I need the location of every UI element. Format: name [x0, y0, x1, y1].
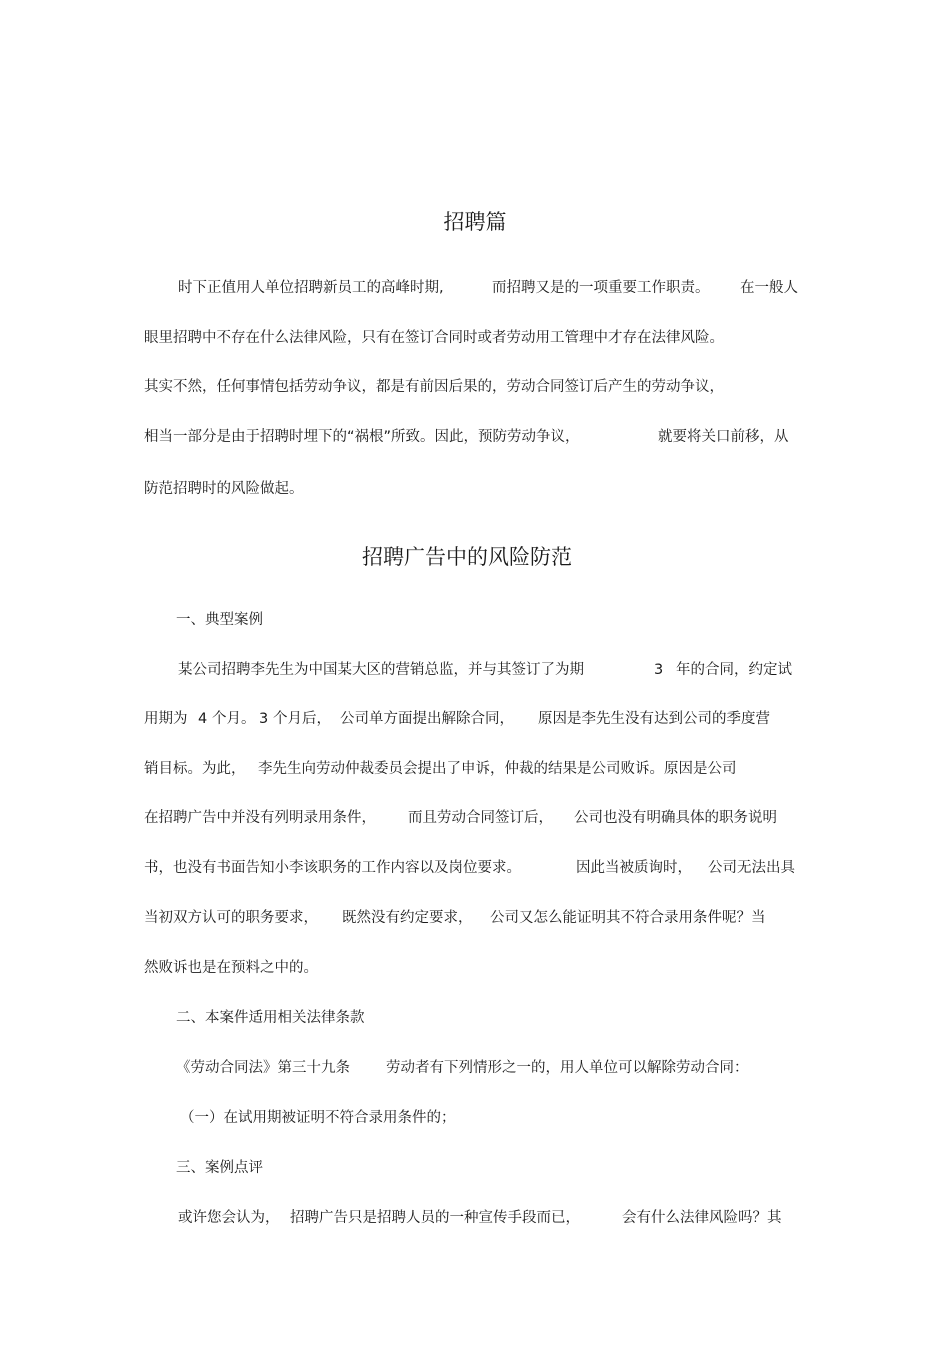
law-line-1-part-a: 《劳动合同法》第三十九条: [176, 1060, 350, 1076]
heading-typical-case: 一、典型案例: [176, 612, 263, 628]
intro-line-1-part-a: 时下正值用人单位招聘新员工的高峰时期,: [178, 280, 444, 296]
case-line-1-part-c: 年的合同，约定试: [676, 662, 792, 678]
intro-line-1-part-b: 而招聘又是的一项重要工作职责。: [492, 280, 710, 296]
case-line-2-part-a: 用期为: [144, 711, 188, 727]
case-line-1-part-b: 3: [654, 662, 664, 678]
case-line-5-part-b: 因此当被质询时，: [576, 860, 692, 876]
intro-line-2: 眼里招聘中不存在什么法律风险，只有在签订合同时或者劳动用工管理中才存在法律风险。: [144, 330, 724, 346]
case-line-4-part-a: 在招聘广告中并没有列明录用条件，: [144, 810, 376, 826]
section-title: 招聘广告中的风险防范: [362, 545, 572, 569]
case-line-1-part-a: 某公司招聘李先生为中国某大区的营销总监，并与其签订了为期: [178, 662, 584, 678]
case-line-2-part-f: 公司单方面提出解除合同，: [340, 711, 514, 727]
case-line-4-part-b: 而且劳动合同签订后，: [408, 810, 553, 826]
case-line-5-part-a: 书，也没有书面告知小李该职务的工作内容以及岗位要求。: [144, 860, 521, 876]
law-line-1-part-b: 劳动者有下列情形之一的，用人单位可以解除劳动合同：: [386, 1060, 749, 1076]
case-line-2-part-c: 个月。: [212, 711, 256, 727]
case-line-4-part-c: 公司也没有明确具体的职务说明: [574, 810, 777, 826]
intro-line-4-part-b: 就要将关口前移，从: [658, 429, 789, 445]
case-line-6-part-c: 公司又怎么能证明其不符合录用条件呢？当: [490, 910, 766, 926]
case-line-6-part-a: 当初双方认可的职务要求，: [144, 910, 318, 926]
law-line-2: （一）在试用期被证明不符合录用条件的；: [180, 1110, 456, 1126]
intro-line-4-part-a: 相当一部分是由于招聘时埋下的“祸根”所致。因此，预防劳动争议，: [144, 429, 580, 445]
case-line-2-part-g: 原因是李先生没有达到公司的季度营: [538, 711, 770, 727]
intro-line-3: 其实不然，任何事情包括劳动争议，都是有前因后果的，劳动合同签订后产生的劳动争议，: [144, 379, 724, 395]
case-line-7: 然败诉也是在预料之中的。: [144, 960, 318, 976]
intro-line-1-part-c: 在一般人: [740, 280, 798, 296]
case-line-6-part-b: 既然没有约定要求，: [342, 910, 473, 926]
document-title: 招聘篇: [443, 210, 507, 234]
review-line-1-part-a: 或许您会认为，: [178, 1210, 280, 1226]
heading-applicable-law: 二、本案件适用相关法律条款: [176, 1010, 365, 1026]
review-line-1-part-b: 招聘广告只是招聘人员的一种宣传手段而已，: [290, 1210, 580, 1226]
case-line-3-part-b: 李先生向劳动仲裁委员会提出了申诉，仲裁的结果是公司败诉。原因是公司: [258, 761, 737, 777]
case-line-3-part-a: 销目标。为此，: [144, 761, 246, 777]
case-line-2-part-b: 4: [198, 711, 208, 727]
case-line-5-part-c: 公司无法出具: [708, 860, 795, 876]
heading-case-review: 三、案例点评: [176, 1160, 263, 1176]
intro-line-5: 防范招聘时的风险做起。: [144, 481, 304, 497]
case-line-2-part-e: 个月后，: [273, 711, 331, 727]
review-line-1-part-c: 会有什么法律风险吗？其: [622, 1210, 782, 1226]
case-line-2-part-d: 3: [259, 711, 269, 727]
